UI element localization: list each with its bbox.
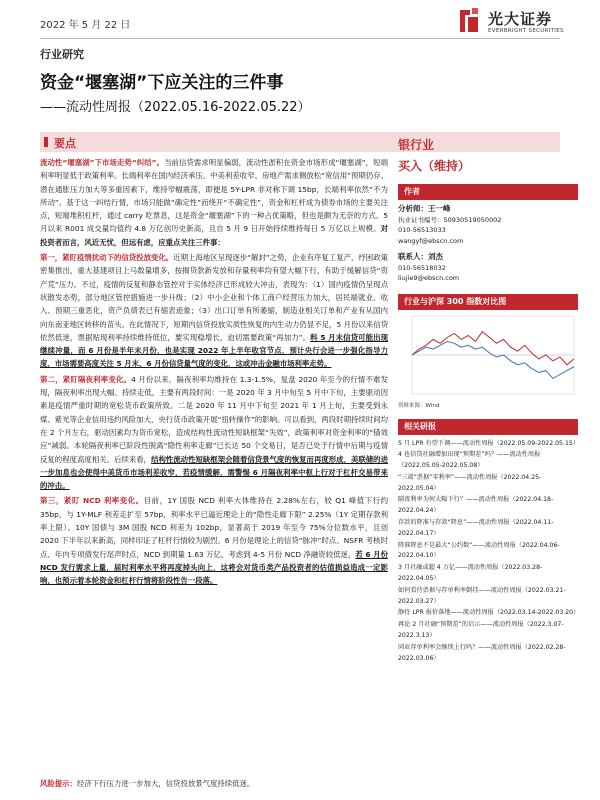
report-title: 资金“堰塞湖”下应关注的三件事 [40,73,284,93]
paragraph-3 [40,373,388,493]
contact-email: liujie9@ebscn.com [398,274,460,282]
brand-name-en: EVERBRIGHT SECURITIES [488,28,564,34]
risk-note [40,778,254,789]
everbright-logo-icon [456,6,482,36]
contact-label: 联系人： [398,252,428,261]
related-report-item[interactable]: 静待 LPR 报价落地——流动性周报（2022.03.14-2022.03.20） [398,609,580,617]
industry-name: 银行业 [398,138,435,152]
analyst-label: 分析师： [398,204,428,213]
author-info [398,204,578,284]
analyst-phone: 010-56513033 [398,226,446,234]
report-date: 2022 年 5 月 22 日 [40,20,131,31]
p1-text: 当前信贷需求明显偏弱，流动性淤积在资金市场形成“堰塞湖”，短端利率明显低于政策利率。长端利率在国内经济承压、中美利差收窄、房地产需求侧放松“宽信用”预期仍存、潜在通胀压力加大等多重因素下，维持窄幅震荡，即便是 5Y-LPR 非对称下调 15bp，长端利率依然“不为所动”。基于这一纠结行情，市场只能做“确定性”而绕开“不确定性”，资金和杠杆成为债券市场的主要关注点，短端堆积杠杆，通过 carry 吃票息，这是资金“堰塞湖”下的一种占优策略，但也是颇为无奈的方式。5 月以来 R001 成交量均值约 4.8 万亿创历史新高，且自 5 月 9 日开始持续维持每日 5 万亿以上规模。 [40,158,388,234]
paragraph-2 [40,251,388,371]
paragraph-4 [40,494,388,587]
index-comparison-chart [398,310,578,400]
p3-text: 4 月份以来，隔夜利率均维持在 1.3-1.5%，复盘 2020 年至今的行情不难发现，隔夜利率出现大幅、持续走低，主要有两段时间：一是 2020 年 3 月中旬至 5 月中下旬，主要驱动因素是疫情严重时期的宽松货币政策所致。二是 2020 年 11 月中下旬至 2021 年 1 月上旬，主要受到永煤、紫光等企业信用违约风险加大，央行货币政策开展“扭转操作”的影响。可以看到，两段时期持续时间均在 2 个月左右，驱动因素均为货币宽松，造成结构性流动性短缺框架“失效”，政策利率对资金利率的“锚效应”减弱。本轮隔夜利率已阶段性脱离“隐性利率走廊”已长达 50 个交易日，是否已处于行情中后期与疫情反复的程度高度相关。后续来看， [40,374,388,464]
series-line-沪深300 [412,341,574,378]
p2-bold: 料 5 月末信贷可能出现继续冲量，而 6 月份是半年末月份，也是实现 2022 年上半年收官节点，预计央行会进一步强化指导力度，市场需要高度关注 5 月末、6 月份信贷量气度的变化，这或冲击金融市场利率走势。 [40,332,388,369]
p1-bold: 对投资者而言，风近无忧，但远有虑，应重点关注三件事： [40,224,388,247]
related-report-item[interactable]: “三端”票据“零利率”——流动性周报（2022.04.25-2022.05.04） [398,473,542,492]
risk-text: 经济下行压力进一步加大，信贷投放景气度持续低迷。 [76,779,255,788]
analyst-name: 王一峰 [428,204,451,213]
related-header: 相关研报 [398,419,578,435]
index-chart-box [398,294,578,409]
related-report-item[interactable]: 5 月 LPR 有望下调——流动性周报（2022.05.09-2022.05.15） [398,439,580,447]
chart-source: 资料来源：Wind [398,402,440,409]
authors-header: 作者 [398,184,578,200]
header-divider [40,38,560,39]
risk-label: 风险提示： [40,779,77,788]
contact-name: 刘杰 [428,252,443,261]
rating: 买入（维持） [398,159,471,173]
main-body [40,156,388,590]
related-report-item[interactable]: 同业存单利率会继续上行吗？——流动性周报（2022.02.28-2022.03.06） [398,643,566,662]
related-report-item[interactable]: 4 也信贷社融增加出现“预期差”吗？——流动性周报（2022.05.05-2022.05.08） [398,451,541,470]
sidebar [398,136,578,665]
chart-title: 行业与沪深 300 指数对比图 [398,294,578,310]
keypoints-label: 要点 [54,137,76,150]
brand-name: 光大证券 [488,10,553,28]
analyst-email: wangyf@ebscn.com [398,236,464,245]
related-report-item[interactable]: 降准降息不是最大“公约数”——流动性周报（2022.04.06-2022.04.10） [398,541,560,560]
p2-lead: 第一，紧盯疫情扰动下的信贷投放变化。 [40,253,174,263]
related-report-item[interactable]: 3 月社融或超 4 万亿——流动性周报（2022.03.28-2022.04.05） [398,564,543,583]
report-subtitle: ——流动性周报（2022.05.16-2022.05.22） [40,100,311,115]
related-report-item[interactable]: 存款的降准与存款“降息”——流动性周报（2022.04.11-2022.04.17） [398,519,554,537]
p3-lead: 第二，紧盯隔夜利率变化。 [40,374,132,384]
section-label: 行业研究 [40,48,84,61]
p2-text: 近期上海地区呈现逐步“解封”之势，企业有序复工复产，纾困政策密集推出，重大基建项目上马数量增多，按揭贷款新发放和存量利率均有望大幅下行，有助于缓解信贷“资产荒”压力。不过，疫情的反复和静态管控对于实体经济已形成较大冲击，表现为：（1）国内疫情仍呈现点状散发态势，部分地区管控措施进一步升级；（2）中小企业和个体工商户经营压力加大，居民端就业、收入、预期三重恶化，资产负债表已有缩表迹象；（3）出口订单有所萎缩，制造业相关订单和产业有从国内向东南亚地区转移的苗头。在此情况下，短期内信贷投放实质性恢复的内生动力仍显不足，5 月份以来信贷依然低迷，票据贴现利率持续维持低位，要实现稳增长，迫切需要政策“再加力”。 [40,253,388,342]
brand-logo [456,6,576,40]
analyst-cert: 执业证书编号：S0930519050002 [398,215,502,224]
p1-lead: 流动性“堰塞湖”下市场走势“纠结”。 [40,158,165,167]
related-report-item[interactable]: 隔夜利率为何大幅下行？——流动性周报（2022.04.18-2022.04.24） [398,496,554,515]
p3-bold: 结构性流动性短缺框架会随着信贷景气度的恢复而再度形成，美联储的进一步加息也会使得中美货币市场利差收窄，若疫情缓解，需警惕 6 月隔夜利率中枢上行对于杠杆交易带来的冲击。 [40,454,388,491]
p4-bold: 若 6 月份 NCD 发行需求上量，届时利率水平将再度掉头向上，这将会对货币类产品投资者的估值损益造成一定影响，也预示着本轮资金和杠杆行情将阶段性告一段落。 [40,549,388,586]
p4-lead: 第三，紧盯 NCD 利率变化。 [40,496,144,506]
related-reports-list [398,439,578,665]
contact-phone: 010-56518032 [398,263,446,272]
related-report-item[interactable]: 如何看待票据与存单利率倒挂——流动性周报（2022.03.21-2022.03.27） [398,586,566,605]
paragraph-1 [40,156,388,249]
series-line-银行业 [412,331,574,364]
p4-text: 目前，1Y 国股 NCD 利率大体维持在 2.28%左右，较 Q1 峰值下行约 35bp，与 1Y-MLF 利差走扩至 57bp，利率水平已逼近理论上的“隐性走廊下限” 2.25%（1Y 定期存款利率上限）。10Y 国债与 3M 国股 NCD 利差为 102bp，显著高于 2019 年至今 75%分位数水平，且创 2020 下半年以来新高，同样印证了杠杆行情较为剧烈。6 月份是理论上的信贷“脉冲”时点、NSFR 考核时点、年内专项债发行尾声时点，NCD 到期量 1.63 万亿，考虑到 4-5 月份 NCD 净融资较低迷， [40,496,388,559]
related-report-item[interactable]: 再论 2 月社融“预期差”的启示——流动性周报（2022.3.07-2022.3.13） [398,621,564,640]
